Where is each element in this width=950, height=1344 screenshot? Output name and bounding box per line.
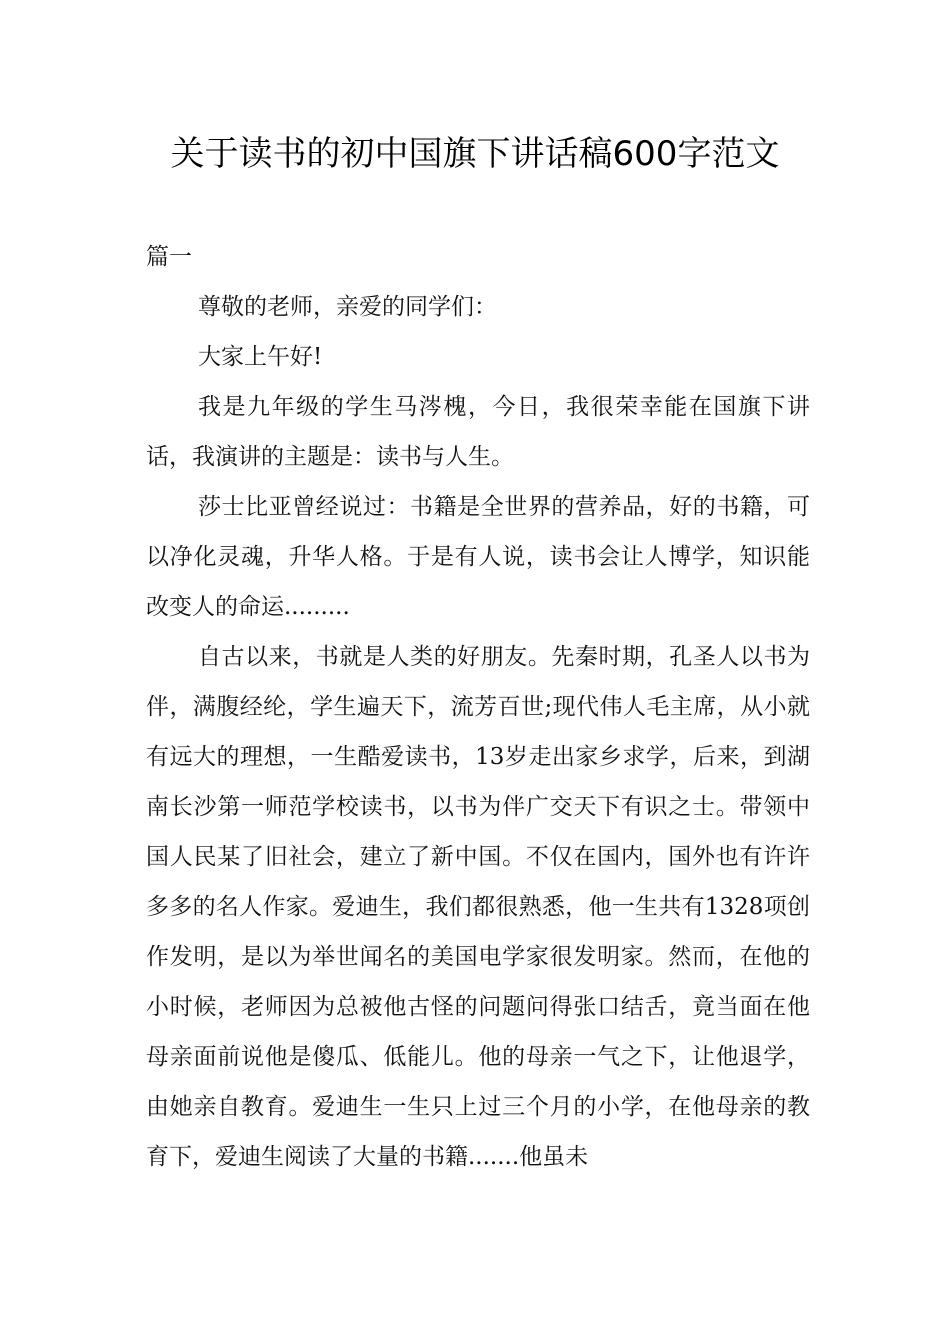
document-body [146, 232, 810, 1182]
paragraph-shakespeare: 莎士比亚曾经说过：书籍是全世界的营养品，好的书籍，可以净化灵魂，升华人格。于是有人说，读书会让人博学，知识能改变人的命运......... [146, 494, 810, 620]
document-title: 关于读书的初中国旗下讲话稿600字范文 [170, 134, 780, 174]
paragraph-hello: 大家上午好! [198, 344, 323, 370]
section-label: 篇一 [146, 244, 192, 270]
paragraph-history: 自古以来，书就是人类的好朋友。先秦时期，孔圣人以书为伴，满腹经纶，学生遍天下，流芳百世;现代伟人毛主席，从小就有远大的理想，一生酷爱读书，13岁走出家乡求学，后来，到湖南长沙第一师范学校读书，以书为伴广交天下有识之士。带领中国人民某了旧社会，建立了新中国。不仅在国内，国外也有许许多多的名人作家。爱迪生，我们都很熟悉，他一生共有1328项创作发明，是以为举世闻名的美国电学家很发明家。然而，在他的小时候，老师因为总被他古怪的问题问得张口结舌，竟当面在他母亲面前说他是傻瓜、低能儿。他的母亲一气之下，让他退学，由她亲自教育。爱迪生一生只上过三个月的小学，在他母亲的教育下，爱迪生阅读了大量的书籍.......他虽未 [146, 644, 810, 1170]
paragraph-intro: 我是九年级的学生马涔槐，今日，我很荣幸能在国旗下讲话，我演讲的主题是：读书与人生。 [146, 394, 810, 470]
paragraph-greeting: 尊敬的老师，亲爱的同学们： [198, 294, 497, 320]
